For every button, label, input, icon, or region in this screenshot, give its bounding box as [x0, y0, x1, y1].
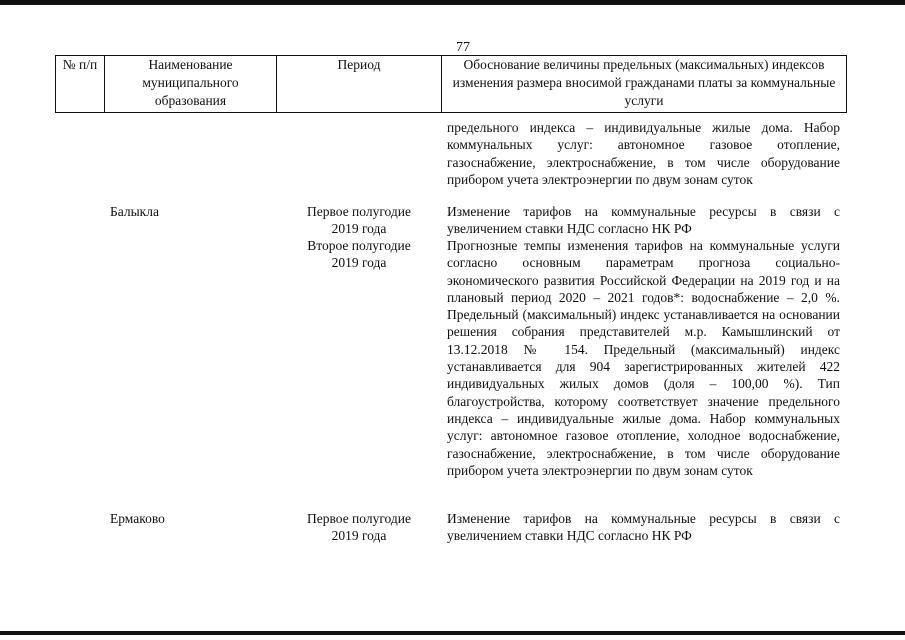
period-label: Первое полугодие 2019 года	[307, 511, 411, 544]
table-header	[55, 55, 847, 113]
top-border-bar	[0, 0, 905, 5]
period-label: Второе полугодие 2019 года	[307, 238, 411, 271]
municipality-name: Ермаково	[110, 511, 165, 526]
justification-text: Изменение тарифов на коммунальные ресурсы в связи с увеличением ставки НДС согласно НК РФ	[447, 204, 840, 237]
continuation-text: предельного индекса – индивидуальные жилые дома. Набор коммунальных услуг: автономное газовое отопление, газоснабжение, электроснабжение, в том числе оборудование прибором учета электроэнергии по двум зонам суток	[447, 120, 840, 187]
period-label: Первое полугодие 2019 года	[307, 204, 411, 237]
page-number: 77	[456, 40, 470, 55]
justification-text: Прогнозные темпы изменения тарифов на коммунальные услуги согласно основным параметрам прогноза социально-экономического развития Российской Федерации на 2019 год и на плановый период 2020 – 2021 годов*: водоснабжение – 2,0 %. Предельный (максимальный) индекс устанавливается на основании решения собрания представителей м.р. Камышлинский от 13.12.2018 № 154. Предельный (максимальный) индекс устанавливается для 904 зарегистрированных жителей 422 индивидуальных жилых домов (доля – 100,00 %). Тип благоустройства, которому соответствует значение предельного индекса – индивидуальные жилые дома. Набор коммунальных услуг: автономное газовое отопление, холодное водоснабжение, газоснабжение, электроснабжение, в том числе оборудование прибором учета электроэнергии по двум зонам суток	[447, 238, 840, 478]
header-number-cell: № п/п	[56, 56, 105, 113]
justification-text: Изменение тарифов на коммунальные ресурсы в связи с увеличением ставки НДС согласно НК РФ	[447, 511, 840, 544]
municipality-name: Балыкла	[110, 204, 159, 219]
header-period-cell: Период	[277, 56, 442, 113]
header-justification-cell: Обоснование величины предельных (максимальных) индексов изменения размера вносимой гражданами платы за коммунальные услуги	[442, 56, 847, 113]
header-municipality-cell: Наименование муниципального образования	[105, 56, 277, 113]
bottom-border-bar	[0, 631, 905, 635]
